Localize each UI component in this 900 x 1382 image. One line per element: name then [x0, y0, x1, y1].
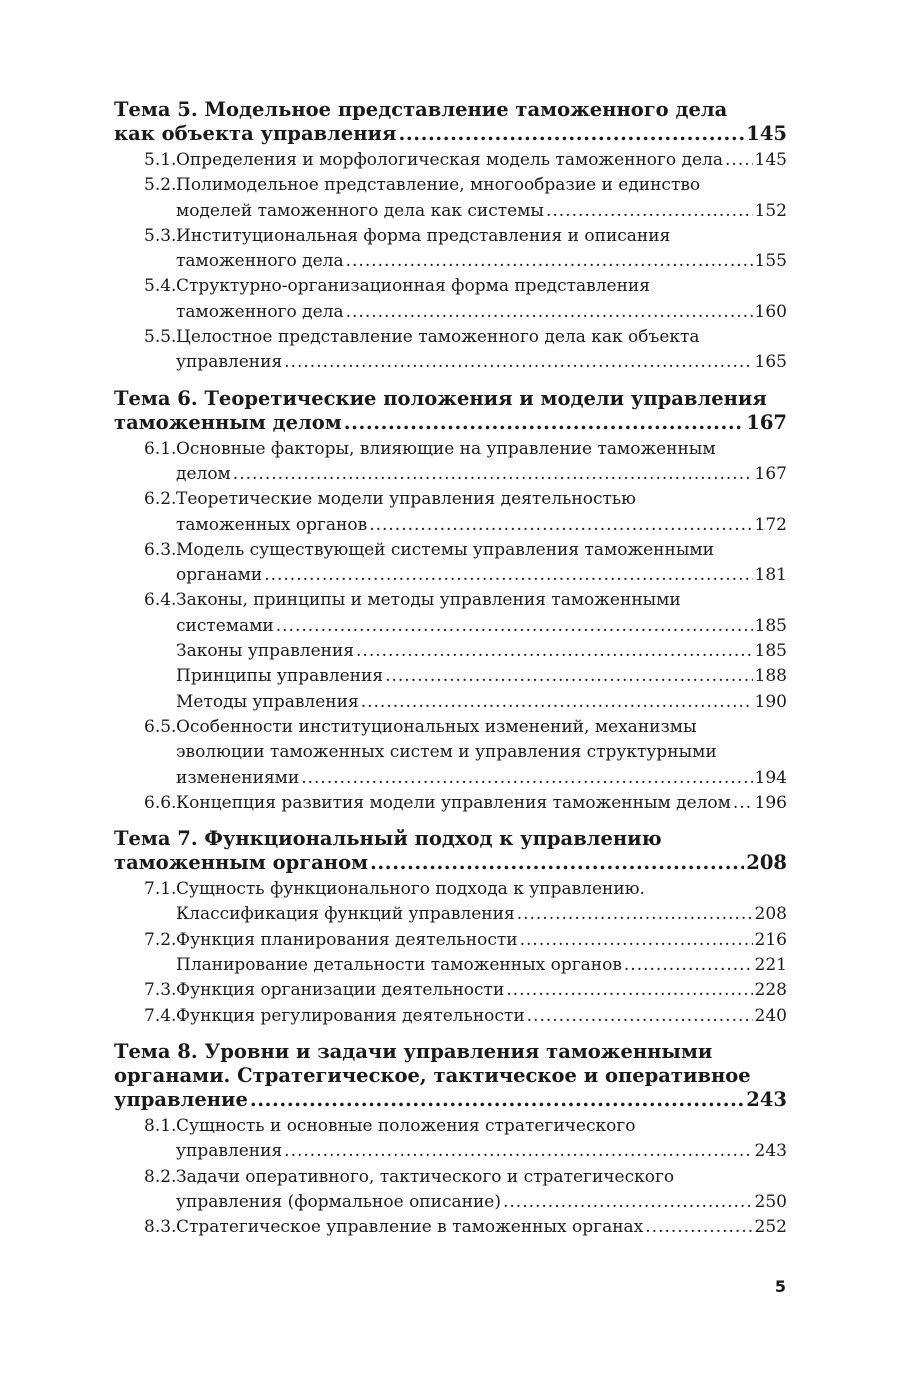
- section-title-line: Целостное представление таможенного дела как объекта: [176, 327, 700, 348]
- section-entry[interactable]: [114, 639, 787, 664]
- toc-topic: [114, 1040, 787, 1240]
- dot-leader: [385, 664, 752, 689]
- section-entry[interactable]: [114, 148, 787, 173]
- section-title-line: Стратегическое управление в таможенных органах: [176, 1217, 644, 1238]
- topic-title-line: таможенным органом: [114, 851, 369, 875]
- section-title-line: Основные факторы, влияющие на управление таможенным: [176, 438, 716, 459]
- section-body: [114, 487, 787, 538]
- section-title-line: системами: [176, 615, 274, 636]
- section-page-number: 152: [754, 200, 787, 221]
- section-body: [114, 588, 787, 639]
- section-body: [114, 437, 787, 488]
- section-title-line: Функция регулирования деятельности: [176, 1005, 525, 1026]
- dot-leader: [503, 1190, 753, 1215]
- section-body: [114, 148, 787, 173]
- section-last-line: [176, 350, 787, 375]
- section-page-number: 155: [754, 251, 787, 272]
- section-page-number: 228: [754, 980, 787, 1001]
- section-body: [114, 978, 787, 1003]
- section-entry[interactable]: [114, 1165, 787, 1216]
- dot-leader: [361, 690, 753, 715]
- section-page-number: 185: [754, 641, 787, 662]
- section-title-line: Структурно-организационная форма представления: [176, 276, 650, 297]
- topic-page-number: 243: [746, 1087, 787, 1111]
- section-number: 6.4.: [144, 590, 177, 611]
- section-body: [114, 690, 787, 715]
- section-list: [114, 1114, 787, 1240]
- section-body: [114, 1165, 787, 1216]
- section-title-line: Функция планирования деятельности: [176, 929, 518, 950]
- topic-entry[interactable]: [114, 851, 787, 875]
- section-title-line: эволюции таможенных систем и управления структурными: [176, 742, 717, 763]
- section-title-line: моделей таможенного дела как системы: [176, 200, 544, 221]
- section-number: 5.1.: [144, 150, 177, 170]
- section-title-line: Задачи оперативного, тактического и стратегического: [176, 1166, 675, 1187]
- section-entry[interactable]: [114, 664, 787, 689]
- topic-title-line: Тема 7. Функциональный подход к управлению: [114, 827, 662, 851]
- section-entry[interactable]: [114, 877, 787, 928]
- table-of-contents: [114, 98, 787, 1240]
- dot-leader: [346, 300, 753, 325]
- dot-leader: [506, 978, 752, 1003]
- section-page-number: 208: [754, 904, 787, 925]
- section-last-line: [176, 928, 787, 953]
- section-title-line: Функция организации деятельности: [176, 980, 505, 1001]
- section-number: 8.1.: [144, 1115, 177, 1136]
- dot-leader: [725, 148, 753, 173]
- dot-leader: [276, 614, 753, 639]
- section-body: [114, 715, 787, 791]
- section-list: [114, 437, 787, 816]
- section-last-line: [176, 249, 787, 274]
- section-page-number: 188: [754, 666, 787, 687]
- section-last-line: [176, 953, 787, 978]
- section-number: 6.6.: [144, 792, 177, 813]
- section-body: [114, 1114, 787, 1165]
- section-title-line: Институциональная форма представления и описания: [176, 225, 671, 246]
- section-entry[interactable]: [114, 715, 787, 791]
- section-title-line: таможенного дела: [176, 251, 344, 272]
- section-last-line: [176, 690, 787, 715]
- topic-title-line: Тема 8. Уровни и задачи управления таможенными: [114, 1039, 713, 1063]
- section-title-line: таможенного дела: [176, 301, 344, 322]
- topic-title-line: Тема 6. Теоретические положения и модели управления: [114, 386, 767, 410]
- section-number: 8.3.: [144, 1217, 177, 1238]
- section-title-line: Принципы управления: [176, 666, 384, 687]
- section-page-number: 194: [754, 767, 787, 788]
- section-number: 8.2.: [144, 1166, 177, 1187]
- dot-leader: [301, 766, 752, 791]
- section-number: 7.2.: [144, 929, 177, 950]
- section-page-number: 145: [754, 150, 787, 170]
- section-entry[interactable]: [114, 928, 787, 953]
- section-entry[interactable]: [114, 538, 787, 589]
- dot-leader: [546, 199, 753, 224]
- section-last-line: [176, 1190, 787, 1215]
- section-last-line: [176, 513, 787, 538]
- section-last-line: [176, 1004, 787, 1029]
- topic-title-line: Тема 5. Модельное представление таможенного дела: [114, 98, 728, 121]
- section-last-line: [176, 902, 787, 927]
- section-number: 7.3.: [144, 980, 177, 1001]
- section-page-number: 240: [754, 1005, 787, 1026]
- dot-leader: [264, 563, 752, 588]
- section-number: 6.5.: [144, 716, 177, 737]
- dot-leader: [250, 1088, 744, 1112]
- topic-title-line: управление: [114, 1087, 248, 1111]
- section-last-line: [176, 978, 787, 1003]
- section-number: 5.4.: [144, 276, 177, 297]
- dot-leader: [645, 1215, 752, 1240]
- section-title-line: органами: [176, 565, 263, 586]
- section-page-number: 190: [754, 691, 787, 712]
- section-page-number: 181: [754, 565, 787, 586]
- dot-leader: [233, 462, 753, 487]
- section-body: [114, 1004, 787, 1029]
- toc-topic: [114, 387, 787, 816]
- section-body: [114, 953, 787, 978]
- section-entry[interactable]: [114, 224, 787, 275]
- section-last-line: [176, 462, 787, 487]
- section-title-line: делом: [176, 463, 231, 484]
- section-entry[interactable]: [114, 437, 787, 488]
- section-title-line: Классификация функций управления: [176, 904, 515, 925]
- section-entry[interactable]: [114, 588, 787, 639]
- section-entry[interactable]: [114, 1215, 787, 1240]
- section-last-line: [176, 563, 787, 588]
- section-last-line: [176, 664, 787, 689]
- topic-title-line: органами. Стратегическое, тактическое и оперативное: [114, 1063, 751, 1087]
- section-last-line: [176, 791, 787, 816]
- dot-leader: [733, 791, 753, 816]
- section-page-number: 196: [754, 792, 787, 813]
- section-entry[interactable]: [114, 690, 787, 715]
- toc-topic: [114, 827, 787, 1029]
- topic-title-line: как объекта управления: [114, 122, 397, 145]
- section-page-number: 160: [754, 301, 787, 322]
- section-title-line: Планирование детальности таможенных органов: [176, 955, 622, 976]
- section-last-line: [176, 148, 787, 173]
- section-entry[interactable]: [114, 325, 787, 376]
- section-page-number: 243: [754, 1141, 787, 1162]
- section-title-line: Полимодельное представление, многообразие и единство: [176, 175, 701, 196]
- section-list: [114, 148, 787, 376]
- dot-leader: [284, 1139, 752, 1164]
- section-body: [114, 928, 787, 953]
- dot-leader: [370, 851, 744, 875]
- section-body: [114, 538, 787, 589]
- dot-leader: [344, 411, 745, 435]
- section-body: [114, 173, 787, 224]
- section-body: [114, 639, 787, 664]
- topic-title-line: таможенным делом: [114, 410, 342, 434]
- section-body: [114, 791, 787, 816]
- topic-entry[interactable]: [114, 122, 787, 146]
- section-title-line: Сущность и основные положения стратегического: [176, 1115, 636, 1136]
- section-title-line: Законы, принципы и методы управления таможенными: [176, 590, 681, 611]
- section-number: 5.5.: [144, 327, 177, 348]
- section-page-number: 250: [754, 1191, 787, 1212]
- section-entry[interactable]: [114, 791, 787, 816]
- section-title-line: Определения и морфологическая модель таможенного дела: [176, 150, 724, 170]
- section-entry[interactable]: [114, 487, 787, 538]
- section-entry[interactable]: [114, 173, 787, 224]
- section-body: [114, 664, 787, 689]
- section-entry[interactable]: [114, 978, 787, 1003]
- section-page-number: 172: [754, 514, 787, 535]
- section-title-line: Методы управления: [176, 691, 359, 712]
- section-number: 6.1.: [144, 438, 177, 459]
- section-body: [114, 274, 787, 325]
- section-page-number: 252: [754, 1217, 787, 1238]
- dot-leader: [356, 639, 753, 664]
- section-title-line: таможенных органов: [176, 514, 368, 535]
- section-last-line: [176, 300, 787, 325]
- section-last-line: [176, 199, 787, 224]
- section-last-line: [176, 1139, 787, 1164]
- section-title-line: Сущность функционального подхода к управлению.: [176, 879, 645, 900]
- section-number: 7.1.: [144, 879, 177, 900]
- section-number: 6.2.: [144, 489, 177, 510]
- dot-leader: [624, 953, 753, 978]
- section-title-line: управления (формальное описание): [176, 1191, 501, 1212]
- section-list: [114, 877, 787, 1029]
- section-entry[interactable]: [114, 953, 787, 978]
- section-title-line: Теоретические модели управления деятельностью: [176, 489, 636, 510]
- section-last-line: [176, 766, 787, 791]
- section-body: [114, 224, 787, 275]
- section-title-line: Концепция развития модели управления таможенным делом: [176, 792, 731, 813]
- dot-leader: [369, 513, 752, 538]
- section-entry[interactable]: [114, 1114, 787, 1165]
- section-number: 5.2.: [144, 175, 177, 196]
- section-title-line: управления: [176, 1141, 283, 1162]
- section-page-number: 221: [754, 955, 787, 976]
- section-page-number: 216: [754, 929, 787, 950]
- dot-leader: [284, 350, 752, 375]
- section-number: 6.3.: [144, 539, 177, 560]
- dot-leader: [346, 249, 753, 274]
- section-number: 5.3.: [144, 225, 177, 246]
- topic-entry[interactable]: [114, 1088, 787, 1112]
- section-page-number: 165: [754, 352, 787, 373]
- section-last-line: [176, 614, 787, 639]
- section-body: [114, 325, 787, 376]
- section-title-line: Особенности институциональных изменений, механизмы: [176, 716, 697, 737]
- section-title-line: изменениями: [176, 767, 300, 788]
- section-page-number: 185: [754, 615, 787, 636]
- section-title-line: управления: [176, 352, 283, 373]
- topic-page-number: 167: [746, 410, 787, 434]
- dot-leader: [517, 902, 753, 927]
- section-body: [114, 877, 787, 928]
- dot-leader: [520, 928, 753, 953]
- dot-leader: [527, 1004, 753, 1029]
- section-body: [114, 1215, 787, 1240]
- topic-page-number: 208: [746, 851, 787, 875]
- section-entry[interactable]: [114, 274, 787, 325]
- section-last-line: [176, 1215, 787, 1240]
- section-last-line: [176, 639, 787, 664]
- section-number: 7.4.: [144, 1005, 177, 1026]
- page-number: 5: [774, 1277, 786, 1296]
- section-entry[interactable]: [114, 1004, 787, 1029]
- section-title-line: Модель существующей системы управления таможенными: [176, 539, 714, 560]
- section-title-line: Законы управления: [176, 641, 355, 662]
- toc-topic: [114, 98, 787, 376]
- topic-entry[interactable]: [114, 411, 787, 435]
- section-page-number: 167: [754, 463, 787, 484]
- topic-page-number: 145: [746, 122, 787, 145]
- dot-leader: [398, 122, 744, 146]
